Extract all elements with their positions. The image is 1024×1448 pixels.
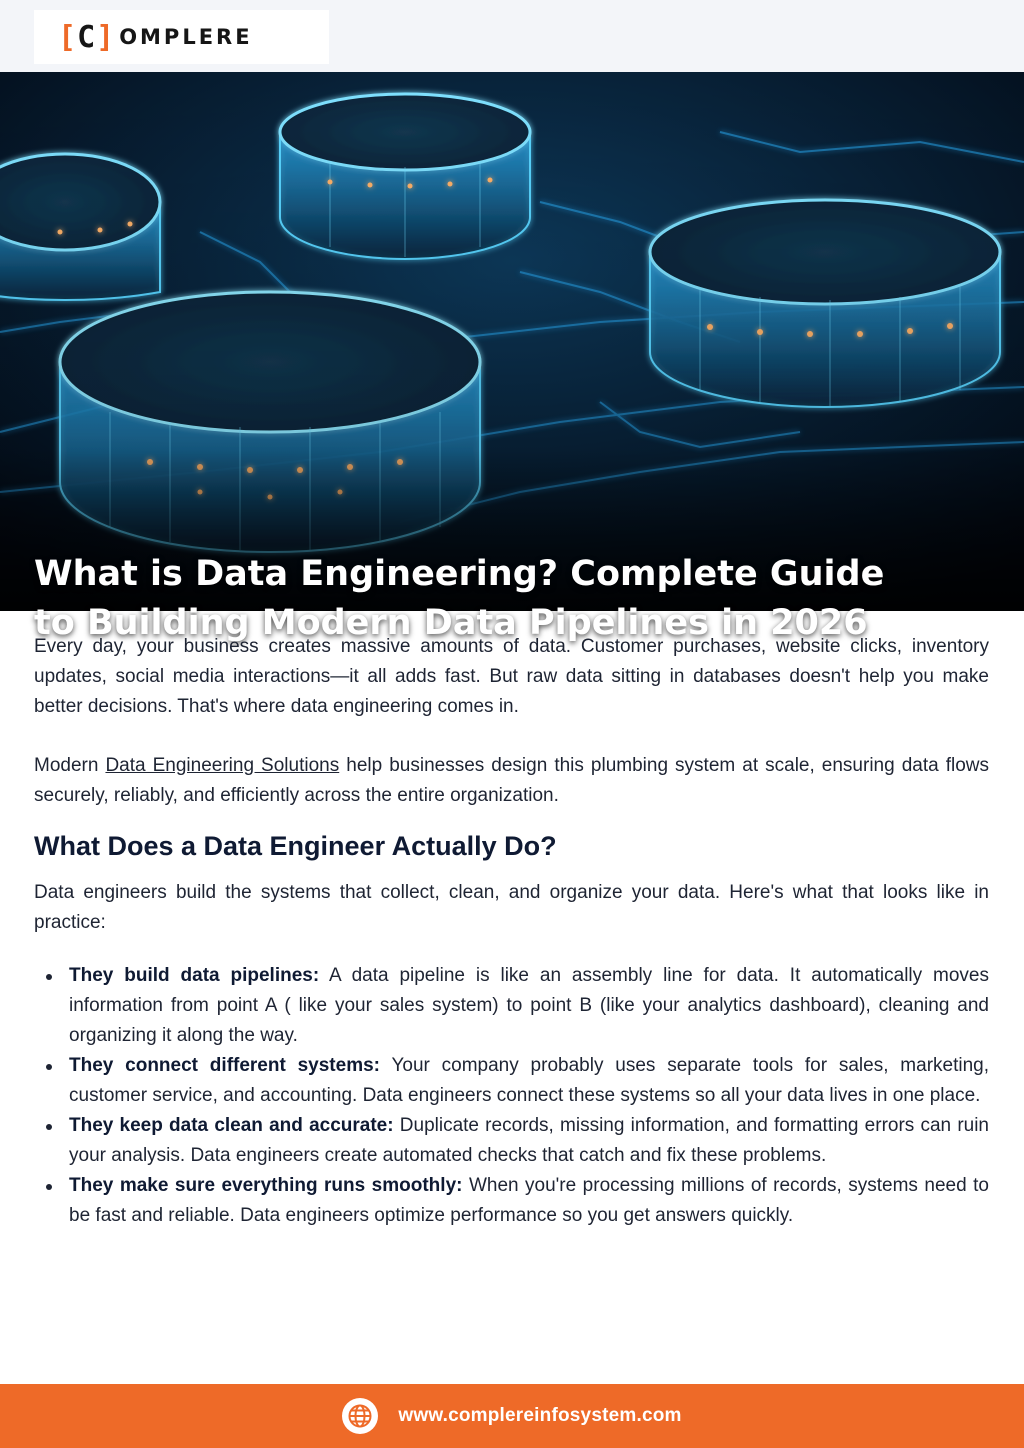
bullet-text: A data pipeline is like an assembly line for data. It automatically moves information from point A ( like your sales system) to point B (like your analytics dashboard), cleaning and organizing it along the way. [69,965,989,1046]
intro-paragraph-2 [34,751,989,811]
hero-banner [0,72,1024,643]
bullet-lead: They build data pipelines: [69,965,320,986]
globe-icon [342,1398,378,1434]
intro-paragraph-1: Every day, your business creates massive amounts of data. Customer purchases, website clicks, inventory updates, social media interactions—it all adds fast. But raw data sitting in databases doesn't help you make better decisions. That's where data engineering comes in. [34,636,989,717]
website-link[interactable]: www.complereinfosystem.com [398,1405,682,1426]
responsibilities-list [34,961,989,1231]
bullet-lead: They connect different systems: [69,1055,380,1076]
list-item [34,1171,989,1231]
page-title-line-1: What is Data Engineering? Complete Guide [34,554,885,594]
section-intro: Data engineers build the systems that collect, clean, and organize your data. Here's what that looks like in practice: [34,882,989,933]
bullet-text: Your company probably uses separate tools for sales, marketing, customer service, and accounting. Data engineers connect these systems so all your data lives in one place. [69,1055,989,1106]
bullet-lead: They keep data clean and accurate: [69,1115,394,1136]
article-body [34,632,989,1231]
page-title-line-2: to Building Modern Data Pipelines in 2026 [34,603,868,643]
list-item [34,1111,989,1171]
bullet-lead: They make sure everything runs smoothly: [69,1175,463,1196]
paragraph2-prefix: Modern [34,755,106,776]
bullet-text: Duplicate records, missing information, and formatting errors can ruin your analysis. Data engineers create automated checks that catch and fix these problems. [69,1115,990,1166]
logo-letter: C [77,19,97,55]
section-heading: What Does a Data Engineer Actually Do? [34,831,557,861]
logo-wordmark: OMPLERE [119,25,253,49]
list-item [34,1051,989,1111]
paragraph2-suffix: help businesses design this plumbing system at scale, ensuring data flows securely, reliably, and efficiently across the entire organization. [34,755,990,806]
data-engineering-solutions-link[interactable]: Data Engineering Solutions [105,755,340,776]
data-storage-illustration [0,72,1024,611]
list-item [34,961,989,1051]
header-bar [0,0,1024,72]
footer-bar [0,1384,1024,1448]
logo-mark [58,20,115,55]
bullet-text: When you're processing millions of records, systems need to be fast and reliable. Data engineers optimize performance so you get answers quickly. [69,1175,989,1226]
logo-bracket-left: [ [58,19,78,55]
logo-bracket-right: ] [96,19,116,55]
company-logo[interactable] [34,10,329,64]
